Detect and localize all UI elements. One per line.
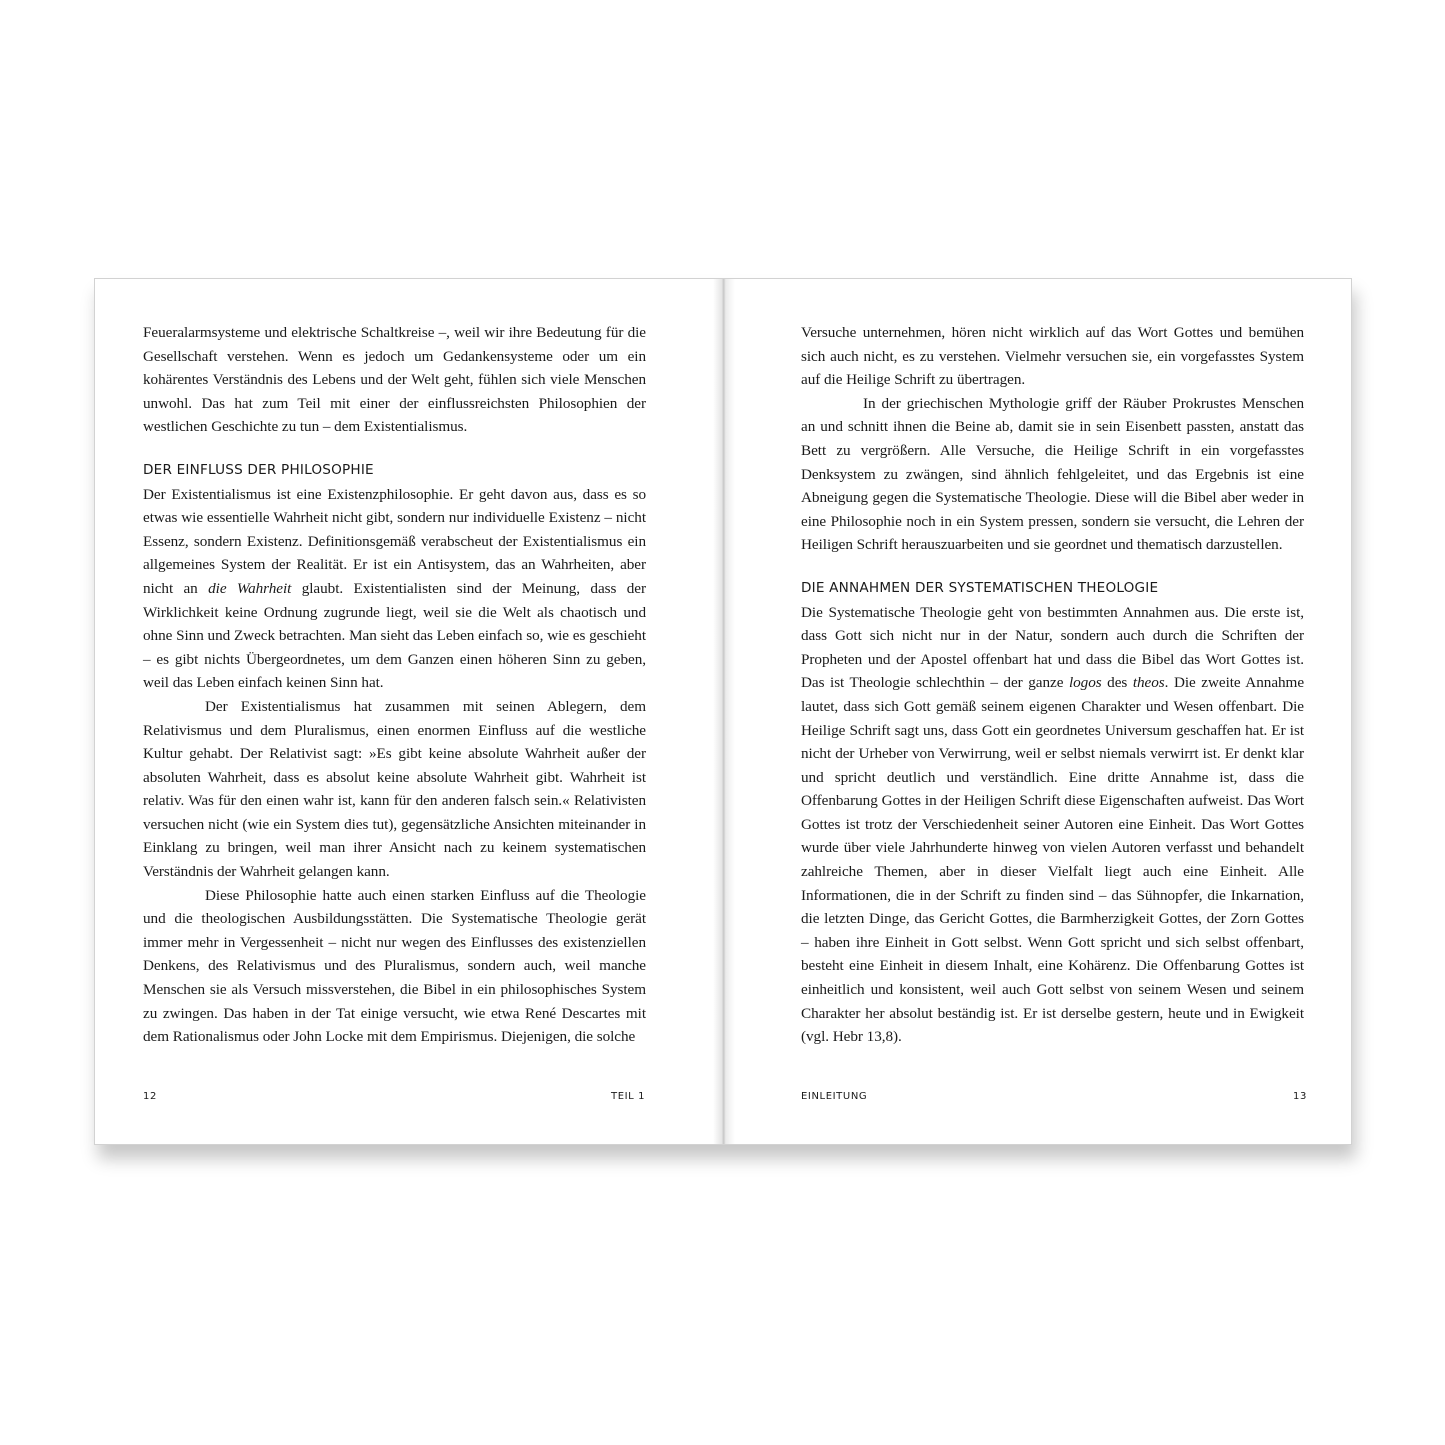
page-number: 13 [1293, 1091, 1307, 1102]
section-heading: DIE ANNAHMEN DER SYSTEMATISCHEN THEOLOGIE [801, 579, 1159, 596]
section-heading: DER EINFLUSS DER PHILOSOPHIE [143, 461, 374, 478]
page-number: 12 [143, 1091, 157, 1102]
right-page [723, 279, 1353, 1144]
left-page-text [143, 321, 646, 1049]
emphasis: logos [1068, 674, 1102, 692]
emphasis: theos [1132, 674, 1165, 692]
paragraph: In der griechischen Mythologie griff der Räuber Prokrustes Menschen an und schnitt ihnen die Beine ab, damit sie in sein Eisenbett passten, anstatt das Bett zu vergrößern. Alle Versuche, die Heilige Schrift in ein vorgefasstes Denksystem zu zwängen, sind ähnlich fehlgeleitet, und das Ergebnis ist eine Abneigung gegen die Systematische Theologie. Diese will die Bibel aber weder in eine Philosophie noch in ein System pressen, sondern sie versucht, die Lehren der Heiligen Schrift herauszuarbeiten und sie geordnet und thematisch darzustellen. [801, 394, 1304, 554]
running-footer: TEIL 1 [611, 1091, 646, 1102]
paragraph: Diese Philosophie hatte auch einen starken Einfluss auf die Theologie und die theologischen Ausbildungsstätten. Die Systematische Theologie gerät immer mehr in Vergessenheit – nicht nur wegen des Einflusses des existenziellen Denkens, des Relativismus und des Pluralismus, sondern auch, weil manche Menschen sie als Versuch missverstehen, die Bibel in ein philosophisches System zu zwingen. Das haben in der Tat einige versucht, wie etwa René Descartes mit dem Rationalismus oder John Locke mit dem Empirismus. Diejenigen, die solche [143, 886, 646, 1046]
emphasis: die Wahrheit [208, 579, 292, 597]
right-page-text [801, 321, 1304, 1049]
paragraph: Die Systematische Theologie geht von bestimmten Annahmen aus. Die erste ist, dass Gott sich nicht nur in der Natur, sondern auch durch die Schriften der Propheten und der Apostel offenbart hat und dass die Bibel das Wort Gottes ist. Das ist Theologie schlechthin – der ganze logos des theos. Die zweite Annahme lautet, dass sich Gott gemäß seinem eigenen Charakter und Wesen offenbart. Die Heilige Schrift sagt uns, dass Gott ein geordnetes Universum geschaffen hat. Er ist nicht der Urheber von Verwirrung, weil er selbst niemals verwirrt ist. Er denkt klar und spricht deutlich und verständlich. Eine dritte Annahme ist, dass die Offenbarung Gottes in der Heiligen Schrift diese Eigenschaften aufweist. Das Wort Gottes ist trotz der Verschiedenheit seiner Autoren eine Einheit. Das Wort Gottes wurde über viele Jahrhunderte hinweg von vielen Autoren verfasst und behandelt zahlreiche Themen, aber in dieser Vielfalt liegt auch eine Einheit. Alle Informationen, die in der Schrift zu finden sind – das Sühnopfer, die Inkarnation, die letzten Dinge, das Gericht Gottes, die Barmherzigkeit Gottes, der Zorn Gottes – haben ihre Einheit in Gott selbst. Wenn Gott spricht und sich selbst offenbart, besteht eine Einheit in diesem Inhalt, eine Kohärenz. Die Offenbarung Gottes ist einheitlich und konsistent, weil auch Gott selbst von seinem Wesen und seinem Charakter her absolut beständig ist. Er ist derselbe gestern, heute und in Ewigkeit (vgl. Hebr 13,8). [801, 603, 1305, 1046]
book-spread [94, 278, 1352, 1145]
paragraph: Der Existentialismus hat zusammen mit seinen Ablegern, dem Relativismus und dem Pluralismus, einen enormen Einfluss auf die westliche Kultur gehabt. Der Relativist sagt: »Es gibt keine absolute Wahrheit außer der absoluten Wahrheit, dass es absolut keine absolute Wahrheit gibt. Wahrheit ist relativ. Was für den einen wahr ist, kann für den anderen falsch sein.« Relativisten versuchen nicht (wie ein System dies tut), gegensätzliche Ansichten miteinander in Einklang zu bringen, weil man ihrer Ansicht nach zu keinem systematischen Verständnis der Wahrheit gelangen kann. [143, 697, 646, 881]
paragraph: Feueralarmsysteme und elektrische Schaltkreise –, weil wir ihre Bedeutung für die Gesellschaft verstehen. Wenn es jedoch um Gedankensysteme oder um ein kohärentes Verständnis des Lebens und der Welt geht, fühlen sich viele Menschen unwohl. Das hat zum Teil mit einer der einflussreichsten Philosophien der westlichen Geschichte zu tun – dem Existentialismus. [143, 324, 646, 436]
running-footer: EINLEITUNG [801, 1091, 868, 1102]
paragraph: Der Existentialismus ist eine Existenzphilosophie. Er geht davon aus, dass es so etwas wie essentielle Wahrheit nicht gibt, sondern nur individuelle Existenz – nicht Essenz, sondern Existenz. Definitionsgemäß verabscheut der Existentialismus ein allgemeines System der Realität. Er ist ein Antisystem, das an Wahrheiten, aber nicht an die Wahrheit glaubt. Existentialisten sind der Meinung, dass der Wirklichkeit keine Ordnung zugrunde liegt, weil sie die Welt als chaotisch und ohne Sinn und Zweck betrachten. Man sieht das Leben einfach so, wie es geschieht – es gibt nichts Übergeordnetes, um dem Ganzen einen höheren Sinn zu geben, weil das Leben einfach keinen Sinn hat. [143, 485, 646, 692]
left-page [95, 279, 723, 1144]
paragraph: Versuche unternehmen, hören nicht wirklich auf das Wort Gottes und bemühen sich auch nicht, es zu verstehen. Vielmehr versuchen sie, ein vorgefasstes System auf die Heilige Schrift zu übertragen. [801, 324, 1304, 389]
